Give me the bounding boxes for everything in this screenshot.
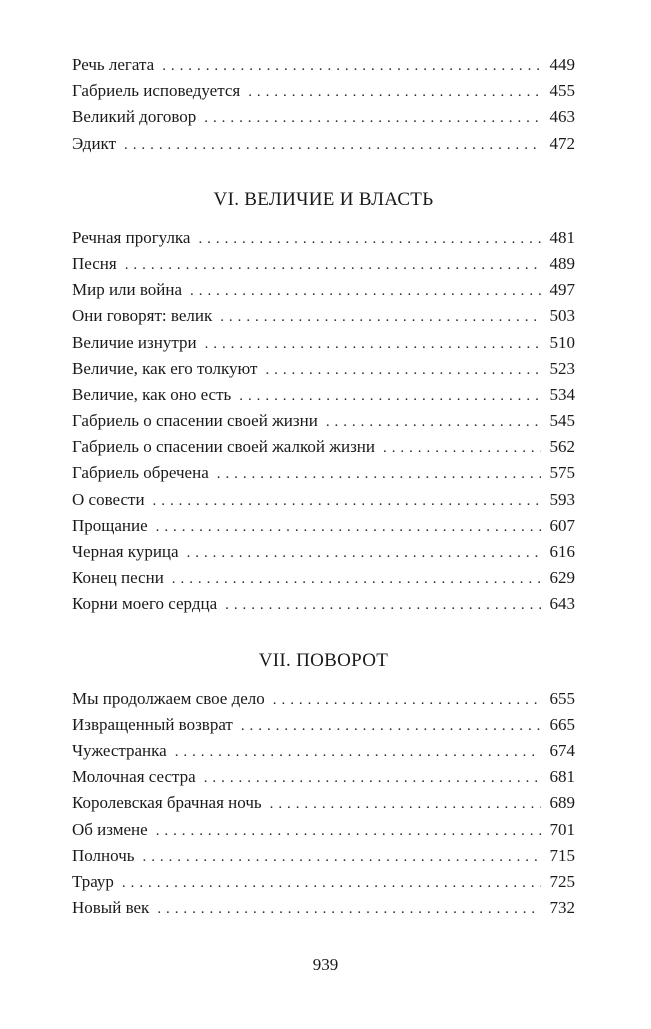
toc-dot-leader [273,687,541,713]
toc-dot-leader [125,252,541,278]
toc-entry-title[interactable]: Речь легата [72,55,155,74]
toc-list [72,225,575,618]
toc-entry-page: 481 [549,227,575,247]
toc-entry-page: 523 [549,358,575,378]
toc-dot-leader [205,331,541,357]
toc-section-vii [72,648,575,922]
toc-entry-title[interactable]: Об измене [72,819,148,839]
toc-entry-page: 449 [549,55,575,74]
toc-dot-leader [187,540,541,566]
toc-entry-title[interactable]: Чужестранка [72,740,167,760]
toc-entry-page: 629 [549,568,575,588]
toc-entry[interactable] [72,539,575,565]
toc-dot-leader [157,896,541,922]
toc-entry[interactable] [72,712,575,738]
toc-entry[interactable] [72,251,575,277]
toc-entry-page: 503 [549,306,575,326]
toc-entry-title[interactable]: Черная курица [72,542,179,561]
toc-dot-leader [156,514,541,540]
toc-entry-title[interactable]: Королевская брачная ночь [72,793,262,813]
toc-entry[interactable] [72,330,575,356]
toc-entry[interactable] [72,382,575,408]
toc-entry[interactable] [72,225,575,251]
toc-dot-leader [326,409,541,435]
toc-entry-title[interactable]: Величие изнутри [72,332,197,352]
toc-entry-page: 463 [549,107,575,127]
toc-dot-leader [124,132,541,158]
toc-entry-page: 534 [549,384,575,404]
toc-entry[interactable] [72,869,575,895]
toc-entry-page: 455 [549,81,575,101]
toc-entry-title[interactable]: Новый век [72,898,150,918]
toc-entry[interactable] [72,408,575,434]
toc-entry[interactable] [72,895,575,921]
toc-dot-leader [162,53,541,79]
toc-entry[interactable] [72,104,575,130]
toc-entry[interactable] [72,460,575,486]
toc-list [72,52,575,157]
toc-dot-leader [241,713,541,739]
toc-entry[interactable] [72,790,575,816]
toc-entry-title[interactable]: Величие, как его толкуют [72,358,258,378]
toc-entry-page: 665 [549,714,575,734]
toc-dot-leader [220,304,541,330]
toc-entry[interactable] [72,738,575,764]
toc-entry-page: 732 [549,898,575,918]
toc-dot-leader [239,383,541,409]
toc-entry[interactable] [72,78,575,104]
section-heading: VII. ПОВОРОТ [258,649,389,671]
toc-dot-leader [190,278,541,304]
toc-entry-title[interactable]: Габриель о спасении своей жизни [72,411,318,431]
toc-entry[interactable] [72,277,575,303]
toc-dot-leader [172,566,541,592]
toc-entry[interactable] [72,131,575,157]
toc-entry-page: 689 [549,793,575,813]
toc-dot-leader [248,79,541,105]
toc-dot-leader [153,488,541,514]
toc-dot-leader [156,818,541,844]
toc-entry-title[interactable]: Величие, как оно есть [72,384,232,404]
toc-entry-page: 643 [549,594,575,614]
section-heading: VI. ВЕЛИЧИЕ И ВЛАСТЬ [213,188,434,210]
toc-entry-title[interactable]: Молочная сестра [72,767,196,787]
toc-entry[interactable] [72,843,575,869]
toc-entry-title[interactable]: Конец песни [72,568,164,588]
toc-entry-page: 655 [549,688,575,708]
toc-dot-leader [122,870,541,896]
toc-entry[interactable] [72,686,575,712]
toc-entry-page: 715 [549,845,575,865]
toc-entry-page: 616 [549,542,575,561]
toc-entry-title[interactable]: Полночь [72,845,135,865]
toc-entry-page: 593 [549,489,575,509]
toc-dot-leader [265,357,541,383]
toc-list [72,686,575,922]
toc-entry-page: 725 [549,871,575,891]
toc-entry[interactable] [72,817,575,843]
toc-dot-leader [143,844,542,870]
toc-entry[interactable] [72,52,575,78]
toc-entry-page: 489 [549,253,575,273]
toc-entry-page: 510 [549,332,575,352]
toc-entry-title[interactable]: Они говорят: велик [72,306,213,326]
toc-dot-leader [217,461,541,487]
toc-entry-title[interactable]: Траур [72,871,114,891]
toc-entry-page: 607 [549,515,575,535]
toc-entry-title[interactable]: Мы продолжаем свое дело [72,688,265,708]
toc-section-continued [72,52,575,157]
toc-entry[interactable] [72,487,575,513]
toc-dot-leader [204,765,541,791]
toc-dot-leader [175,739,541,765]
toc-entry-page: 701 [549,819,575,839]
toc-entry[interactable] [72,565,575,591]
toc-entry[interactable] [72,513,575,539]
toc-entry-page: 575 [549,463,575,483]
toc-entry-title[interactable]: Прощание [72,515,148,535]
toc-entry-title[interactable]: Великий договор [72,107,197,127]
toc-entry-title[interactable]: Габриель обречена [72,463,209,483]
toc-entry[interactable] [72,434,575,460]
toc-entry[interactable] [72,303,575,329]
toc-dot-leader [383,435,541,461]
page-number: 939 [312,955,339,974]
toc-entry-title[interactable]: О совести [72,489,145,509]
toc-section-vi [72,187,575,618]
toc-entry-title[interactable]: Габриель о спасении своей жалкой жизни [72,437,375,457]
toc-entry-page: 545 [549,411,575,431]
toc-entry-page: 497 [549,280,575,300]
toc-entry-title[interactable]: Мир или война [72,280,183,300]
toc-entry-page: 674 [549,740,575,760]
toc-entry-title[interactable]: Эдикт [72,133,117,153]
toc-entry-title[interactable]: Извращенный возврат [72,714,233,734]
toc-dot-leader [198,226,541,252]
toc-dot-leader [270,791,541,817]
toc-entry-title[interactable]: Габриель исповедуется [72,81,241,101]
toc-entry-page: 472 [549,133,575,153]
toc-entry-title[interactable]: Песня [72,253,117,273]
toc-entry-page: 562 [549,437,575,457]
toc-dot-leader [225,592,541,618]
toc-entry-title[interactable]: Корни моего сердца [72,594,218,614]
toc-entry[interactable] [72,764,575,790]
table-of-contents [72,52,575,921]
toc-entry-page: 681 [549,767,575,787]
toc-entry[interactable] [72,591,575,617]
toc-entry-title[interactable]: Речная прогулка [72,227,191,247]
toc-entry[interactable] [72,356,575,382]
toc-dot-leader [204,105,541,131]
